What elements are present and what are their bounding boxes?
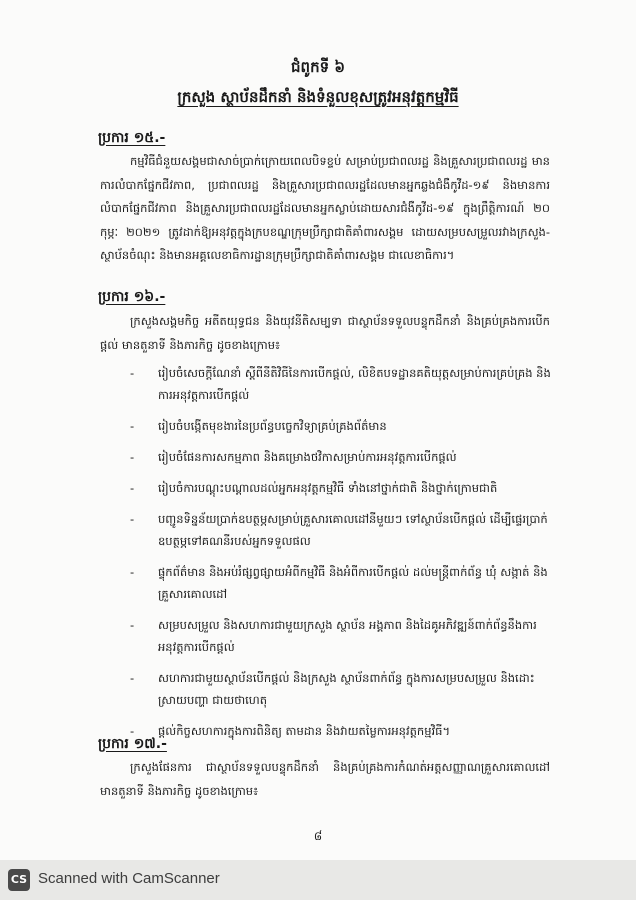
- article-17-heading: ប្រការ ១៧.-: [98, 736, 167, 752]
- article-16-duties-list: [128, 362, 558, 751]
- chapter-title: ក្រសួង ស្ថាប័នដឹកនាំ និងទំនួលខុសត្រូវអនុវត្តកម្មវិធី: [177, 88, 459, 106]
- article-15-heading: ប្រការ ១៥.-: [98, 130, 166, 146]
- article-17-text: ក្រសួងផែនការ ជាស្ថាប័នទទួលបន្ទុកដឹកនាំ និងគ្រប់គ្រងការកំណត់អត្តសញ្ញាណគ្រួសារគោលដៅ មានតួនាទី និងភារកិច្ច ដូចខាងក្រោម៖: [100, 760, 550, 798]
- chapter-number: ជំពូកទី ៦: [291, 58, 345, 76]
- list-item: - សហការជាមួយស្ថាប័នបើកផ្តល់ និងក្រសួង ស្ថាប័នពាក់ព័ន្ធ ក្នុងការសម្របសម្រួល និងដោះស្រាយបញ្ហា ជាយថាហេតុ: [128, 667, 558, 711]
- list-item: - រៀបចំបង្កើតមុខងារនៃប្រព័ន្ធបច្ចេកវិទ្យាគ្រប់គ្រងព័ត៌មាន: [128, 415, 558, 437]
- list-item: - បញ្ជូនទិន្នន័យប្រាក់ឧបត្ថម្ភសម្រាប់គ្រួសារគោលដៅនីមួយៗ ទៅស្ថាប័នបើកផ្តល់ ដើម្បីផ្ទេរប្រាក់ឧបត្ថម្ភទៅគណនីរបស់អ្នកទទួលផល: [128, 508, 558, 552]
- article-16-text: ក្រសួងសង្គមកិច្ច អតីតយុទ្ធជន និងយុវនីតិសម្បទា ជាស្ថាប័នទទួលបន្ទុកដឹកនាំ និងគ្រប់គ្រងការបើកផ្តល់ មានតួនាទី និងភារកិច្ច ដូចខាងក្រោម៖: [100, 314, 550, 352]
- article-16-heading: ប្រការ ១៦.-: [98, 289, 166, 305]
- article-15-text: កម្មវិធីជំនួយសង្គមជាសាច់ប្រាក់ក្រោយពេលបិទខ្ទប់ សម្រាប់ប្រជាពលរដ្ឋ និងគ្រួសារប្រជាពលរដ្ឋ មានការលំបាកផ្នែកជីវភាព, ប្រជាពលរដ្ឋ និងគ្រួសារប្រជាពលរដ្ឋដែលមានអ្នកឆ្លងជំងឺកូវីដ-១៩ និងមានការលំបាកផ្នែកជីវភាព និងគ្រួសារប្រជាពលរដ្ឋដែលមានអ្នកស្លាប់ដោយសារជំងឺកូវីដ-១៩ ក្នុងព្រឹត្តិការណ៍ ២០ កុម្ភៈ ២០២១ ត្រូវដាក់ឱ្យអនុវត្តក្នុងក្របខណ្ឌក្រុមប្រឹក្សាជាតិគាំពារសង្គម ដោយសម្របសម្រួលរវាងក្រសួង-ស្ថាប័នចំណុះ និងមានអគ្គលេខាធិការដ្ឋានក្រុមប្រឹក្សាជាតិគាំពារសង្គម ជាលេខាធិការ។: [100, 154, 550, 262]
- list-item: - រៀបចំផែនការសកម្មភាព និងគម្រោងថវិកាសម្រាប់ការអនុវត្តការបើកផ្តល់: [128, 446, 558, 468]
- list-item: - ផ្តល់កិច្ចសហការក្នុងការពិនិត្យ តាមដាន និងវាយតម្លៃការអនុវត្តកម្មវិធី។: [128, 720, 558, 742]
- list-item: - រៀបចំសេចក្តីណែនាំ ស្តីពីនីតិវិធីនៃការបើកផ្តល់, លិខិតបទដ្ឋានគតិយុត្តសម្រាប់ការគ្រប់គ្រង និងការអនុវត្តការបើកផ្តល់: [128, 362, 558, 406]
- camscanner-logo-icon: CS: [8, 869, 30, 891]
- list-item: - សម្របសម្រួល និងសហការជាមួយក្រសួង ស្ថាប័ន អង្គភាព និងដៃគូអភិវឌ្ឍន៍ពាក់ព័ន្ធនឹងការអនុវត្តការបើកផ្តល់: [128, 614, 558, 658]
- scanner-watermark-text: Scanned with CamScanner: [38, 870, 220, 887]
- page-number: ៨: [313, 829, 323, 843]
- list-item: - រៀបចំការបណ្តុះបណ្តាលដល់អ្នកអនុវត្តកម្មវិធី ទាំងនៅថ្នាក់ជាតិ និងថ្នាក់ក្រោមជាតិ: [128, 477, 558, 499]
- list-item: - ផ្ទុកព័ត៌មាន និងអប់រំផ្សព្វផ្សាយអំពីកម្មវិធី និងអំពីការបើកផ្តល់ ដល់មន្ត្រីពាក់ព័ន្ធ ឃុំ សង្កាត់ និងគ្រួសារគោលដៅ: [128, 561, 558, 605]
